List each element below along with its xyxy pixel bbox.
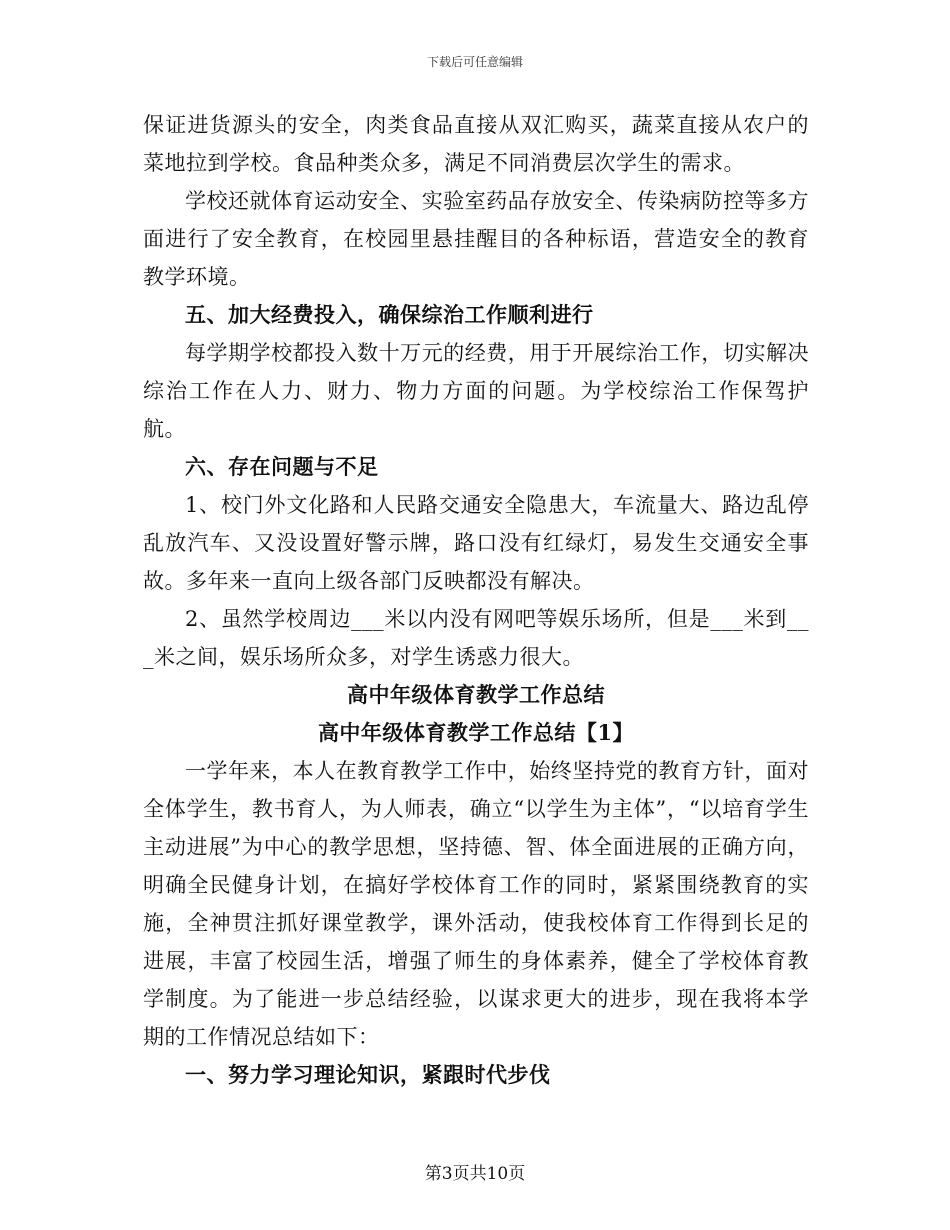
paragraph-funding: 每学期学校都投入数十万元的经费，用于开展综治工作，切实解决综治工作在人力、财力、物力方面的问题。为学校综治工作保驾护航。: [143, 341, 809, 441]
section-heading-funding: 五、加大经费投入，确保综治工作顺利进行: [185, 302, 594, 327]
page-number: 第3页共10页: [424, 1164, 526, 1184]
document-subtitle: 高中年级体育教学工作总结【1】: [317, 720, 635, 745]
paragraph-problem-traffic: 1、校门外文化路和人民路交通安全隐患大，车流量大、路边乱停乱放汽车、又没设置好警示牌，路口没有红绿灯，易发生交通安全事故。多年来一直向上级各部门反映都没有解决。: [143, 493, 809, 593]
paragraph-problem-entertainment: 2、虽然学校周边___米以内没有网吧等娱乐场所，但是___米到___米之间，娱乐场所众多，对学生诱惑力很大。: [143, 607, 809, 669]
header-note: 下载后可任意编辑: [426, 55, 523, 69]
paragraph-safety-education: 学校还就体育运动安全、实验室药品存放安全、传染病防控等多方面进行了安全教育，在校园里悬挂醒目的各种标语，营造安全的教育教学环境。: [143, 189, 809, 289]
section-heading-study: 一、努力学习理论知识，紧跟时代步伐: [185, 1062, 551, 1087]
paragraph-food-safety: 保证进货源头的安全，肉类食品直接从双汇购买，蔬菜直接从农户的菜地拉到学校。食品种类众多，满足不同消费层次学生的需求。: [143, 113, 809, 175]
document-title: 高中年级体育教学工作总结: [347, 682, 605, 707]
section-heading-problems: 六、存在问题与不足: [185, 454, 379, 479]
paragraph-intro: 一学年来，本人在教育教学工作中，始终坚持党的教育方针，面对全体学生，教书育人，为人师表，确立“以学生为主体”，“以培育学生主动进展”为中心的教学思想，坚持德、智、体全面进展的正确方向，明确全民健身计划，在搞好学校体育工作的同时，紧紧围绕教育的实施，全神贯注抓好课堂教学，课外活动，使我校体育工作得到长足的进展，丰富了校园生活，增强了师生的身体素养，健全了学校体育教学制度。为了能进一步总结经验，以谋求更大的进步，现在我将本学期的工作情况总结如下：: [143, 759, 809, 1049]
document-body: [143, 106, 809, 1094]
